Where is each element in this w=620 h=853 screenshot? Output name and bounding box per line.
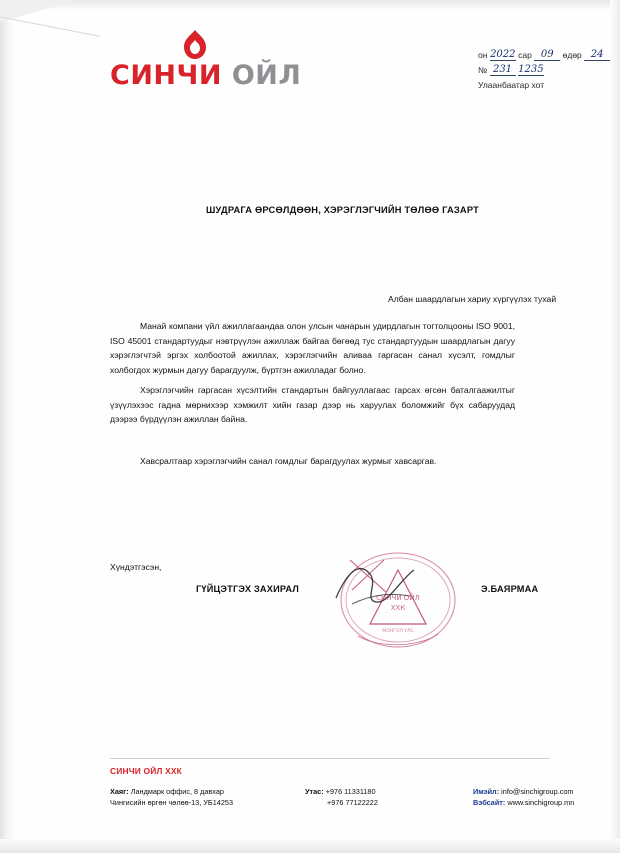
footer-contact-block [473, 786, 620, 808]
number-label: № [478, 65, 488, 75]
month-value: 09 [534, 49, 560, 61]
scan-edge-left [0, 0, 14, 853]
stamp-text-top: СИНЧИ ОЙЛ [376, 594, 420, 602]
scan-edge-top [0, 0, 620, 10]
handwritten-signature [330, 552, 440, 622]
number-value-secondary: 1235 [518, 64, 544, 75]
paragraph-3: Хавсралтаар хэрэглэгчийн санал гомдлыг барагдуулах журмыг хавсаргав. [140, 456, 437, 466]
signer-name: Э.БАЯРМАА [481, 584, 539, 594]
address-line-2: Чингисийн өргөн чөлөө-13, УБ14253 [110, 798, 234, 807]
paragraph-1: Манай компани үйл ажиллагаандаа олон улсын чанарын удирдлагын тогтолцооны ISO 9001, ISO 45001 стандартуудыг нэвтрүүлэн ажиллаж байгаа бөгөөд тус стандартуудын шаардлагын дагуу хэрэглэгчтэй эргэх холбоотой ажиллах, хэрэглэгчийн аливаа гаргасан санал хүсэлт, гомдлыг холбогдох журмын дагуу барагдуулж, бүртгэн ажилладаг болно. [110, 321, 515, 375]
address-line-1: Ландмарк оффис, 8 давхар [130, 787, 224, 796]
email-label: Имэйл: [473, 787, 500, 796]
scan-edge-bottom [0, 839, 620, 853]
city-line: Улаанбаатар хот [478, 80, 545, 90]
addressee-line: ШУДРАГА ӨРСӨЛДӨӨН, ХЭРЭГЛЭГЧИЙН ТӨЛӨӨ ГАЗАРТ [206, 205, 480, 215]
day-label: өдөр [562, 50, 582, 60]
footer-divider [110, 758, 550, 759]
year-value: 2022 [490, 49, 516, 60]
scan-edge-right [610, 0, 620, 853]
logo-word-oil: ОЙЛ [231, 60, 302, 91]
logo-wordmark [110, 60, 302, 91]
month-label: сар [518, 50, 532, 60]
date-row [478, 48, 608, 63]
subject-line: Албан шаардлагын хариу хүргүүлэх тухай [388, 294, 557, 304]
address-label: Хаяг: [110, 787, 129, 796]
document-number-row [478, 63, 608, 78]
closing-line: Хүндэтгэсэн, [110, 562, 162, 572]
paragraph-2: Хэрэглэгчийн гаргасан хүсэлтийн стандартын байгууллагаас гарсах өгсөн баталгаажилтыг үзүүлэхээс гадна мөрнихээр хэмжилт хийн газар дээр нь харуулах боломжийг бүх сабаруудад дээрээ бүрдүүлэн ажиллан байна. [110, 385, 515, 425]
day-value: 24 [584, 49, 610, 61]
flame-icon [178, 30, 212, 60]
company-logo [110, 30, 302, 91]
logo-word-sinchi: СИНЧИ [110, 60, 222, 91]
signer-title: ГҮЙЦЭТГЭХ ЗАХИРАЛ [196, 584, 300, 594]
footer-phone-block [305, 786, 455, 808]
phone-value-1[interactable]: +976 11331180 [325, 787, 376, 796]
number-value: 231 [490, 64, 516, 76]
year-label: он [478, 50, 488, 60]
website-label: Вэбсайт: [473, 798, 506, 807]
footer-address-block [110, 786, 310, 808]
date-reference-block [478, 48, 608, 93]
phone-value-2[interactable]: +976 77122222 [327, 798, 378, 807]
email-value[interactable]: info@sinchigroup.com [501, 787, 574, 796]
stamp-text-bottom: МОНГОЛ УЛС [382, 629, 414, 634]
website-value[interactable]: www.sinchigroup.mn [507, 798, 575, 807]
phone-label: Утас: [305, 787, 324, 796]
footer-company-name: СИНЧИ ОЙЛ ХХК [110, 766, 182, 776]
stamp-text-mid: ХХК [390, 604, 406, 612]
signature-scrawl [330, 552, 440, 622]
